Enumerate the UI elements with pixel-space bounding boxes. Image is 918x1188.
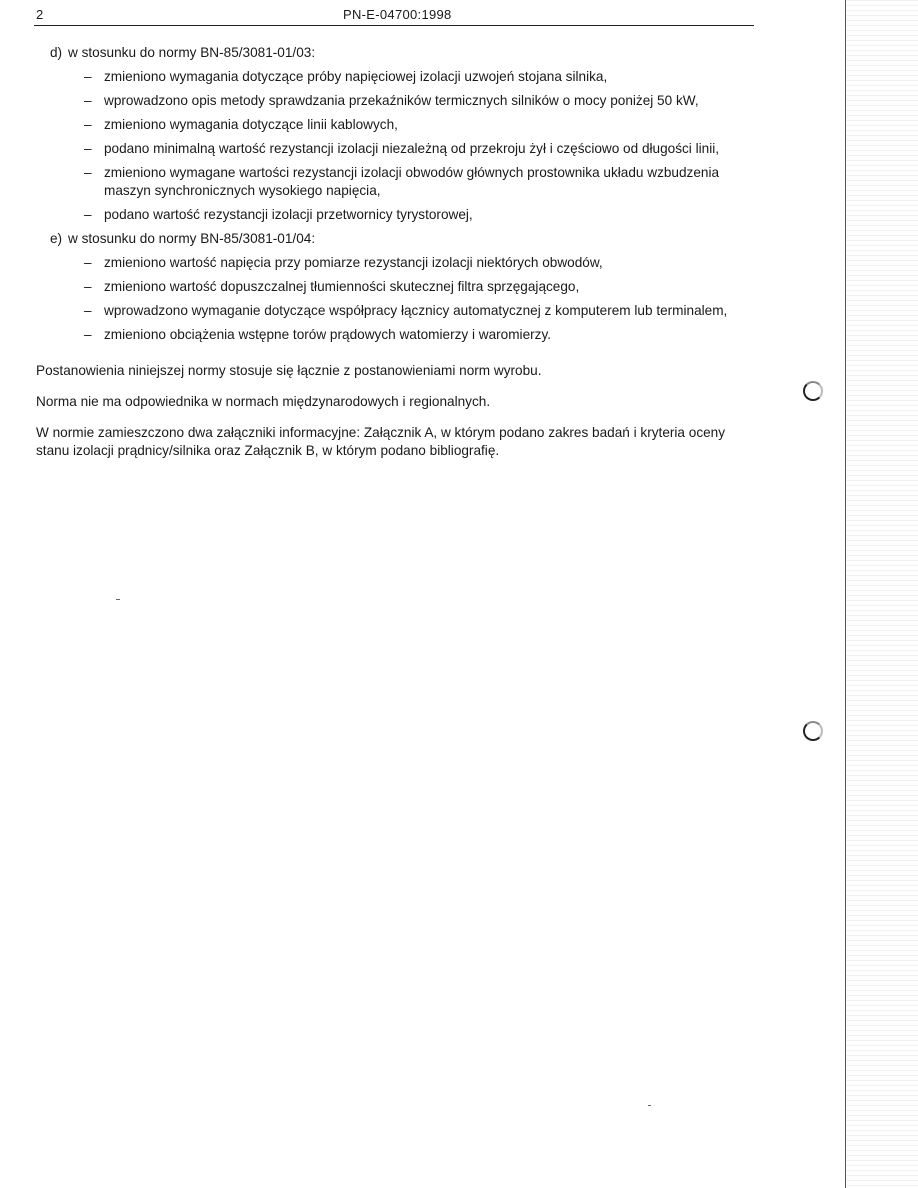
list-item bbox=[36, 140, 758, 158]
dash-marker: – bbox=[84, 207, 92, 222]
list-item bbox=[36, 302, 758, 320]
list-item bbox=[36, 206, 758, 224]
list-item bbox=[36, 278, 758, 296]
change-list bbox=[36, 68, 758, 224]
list-item-text: zmieniono wymagania dotyczące linii kablowych, bbox=[104, 117, 398, 132]
paragraph-international-equivalent: Norma nie ma odpowiednika w normach międzynarodowych i regionalnych. bbox=[36, 394, 491, 409]
section-heading bbox=[36, 44, 758, 62]
list-item bbox=[36, 92, 758, 110]
list-item bbox=[36, 254, 758, 272]
dash-marker: – bbox=[84, 141, 92, 156]
paragraph-annexes: W normie zamieszczono dwa załączniki informacyjne: Załącznik A, w którym podano zakres badań i kryteria oceny stanu izolacji prądnicy/silnika oraz Załącznik B, w którym podano bibliografię. bbox=[36, 425, 726, 458]
list-item-text: zmieniono wymagane wartości rezystancji izolacji obwodów głównych prostownika układu wzbudzenia maszyn synchronicznych wysokiego napięcia, bbox=[104, 165, 720, 198]
punch-hole-icon bbox=[803, 721, 823, 741]
paragraph-applicability: Postanowienia niniejszej normy stosuje się łącznie z postanowieniami norm wyrobu. bbox=[36, 363, 542, 378]
section-e bbox=[36, 230, 758, 344]
list-item-text: podano wartość rezystancji izolacji przetwornicy tyrystorowej, bbox=[104, 207, 473, 222]
document-id: PN-E-04700:1998 bbox=[343, 7, 452, 22]
list-item bbox=[36, 326, 758, 344]
section-letter: e) bbox=[50, 231, 63, 246]
page-edge-line bbox=[845, 0, 846, 1188]
section-title: w stosunku do normy BN-85/3081-01/04: bbox=[68, 231, 316, 246]
document-body bbox=[36, 44, 758, 460]
dash-marker: – bbox=[84, 327, 92, 342]
change-list bbox=[36, 254, 758, 344]
section-letter: d) bbox=[50, 45, 63, 60]
scanned-page-edge bbox=[845, 0, 918, 1188]
list-item bbox=[36, 68, 758, 86]
section-title: w stosunku do normy BN-85/3081-01/03: bbox=[68, 45, 316, 60]
section-d bbox=[36, 44, 758, 224]
section-heading bbox=[36, 230, 758, 248]
dash-marker: – bbox=[84, 303, 92, 318]
list-item-text: wprowadzono opis metody sprawdzania przekaźników termicznych silników o mocy poniżej 50 kW, bbox=[104, 93, 699, 108]
page-number: 2 bbox=[36, 7, 44, 22]
scan-speck bbox=[648, 1105, 651, 1106]
list-item-text: zmieniono wartość dopuszczalnej tłumienności skutecznej filtra sprzęgającego, bbox=[104, 279, 580, 294]
list-item-text: zmieniono obciążenia wstępne torów prądowych watomierzy i waromierzy. bbox=[104, 327, 552, 342]
list-item-text: zmieniono wymagania dotyczące próby napięciowej izolacji uzwojeń stojana silnika, bbox=[104, 69, 608, 84]
scan-speck bbox=[116, 599, 120, 600]
header-rule bbox=[34, 25, 754, 26]
list-item-text: podano minimalną wartość rezystancji izolacji niezależną od przekroju żył i częściowo od długości linii, bbox=[104, 141, 720, 156]
dash-marker: – bbox=[84, 93, 92, 108]
dash-marker: – bbox=[84, 255, 92, 270]
list-item-text: zmieniono wartość napięcia przy pomiarze rezystancji izolacji niektórych obwodów, bbox=[104, 255, 603, 270]
dash-marker: – bbox=[84, 69, 92, 84]
dash-marker: – bbox=[84, 279, 92, 294]
punch-hole-icon bbox=[803, 381, 823, 401]
dash-marker: – bbox=[84, 165, 92, 180]
list-item bbox=[36, 164, 758, 200]
list-item-text: wprowadzono wymaganie dotyczące współpracy łącznicy automatycznej z komputerem lub terminalem, bbox=[104, 303, 728, 318]
dash-marker: – bbox=[84, 117, 92, 132]
list-item bbox=[36, 116, 758, 134]
